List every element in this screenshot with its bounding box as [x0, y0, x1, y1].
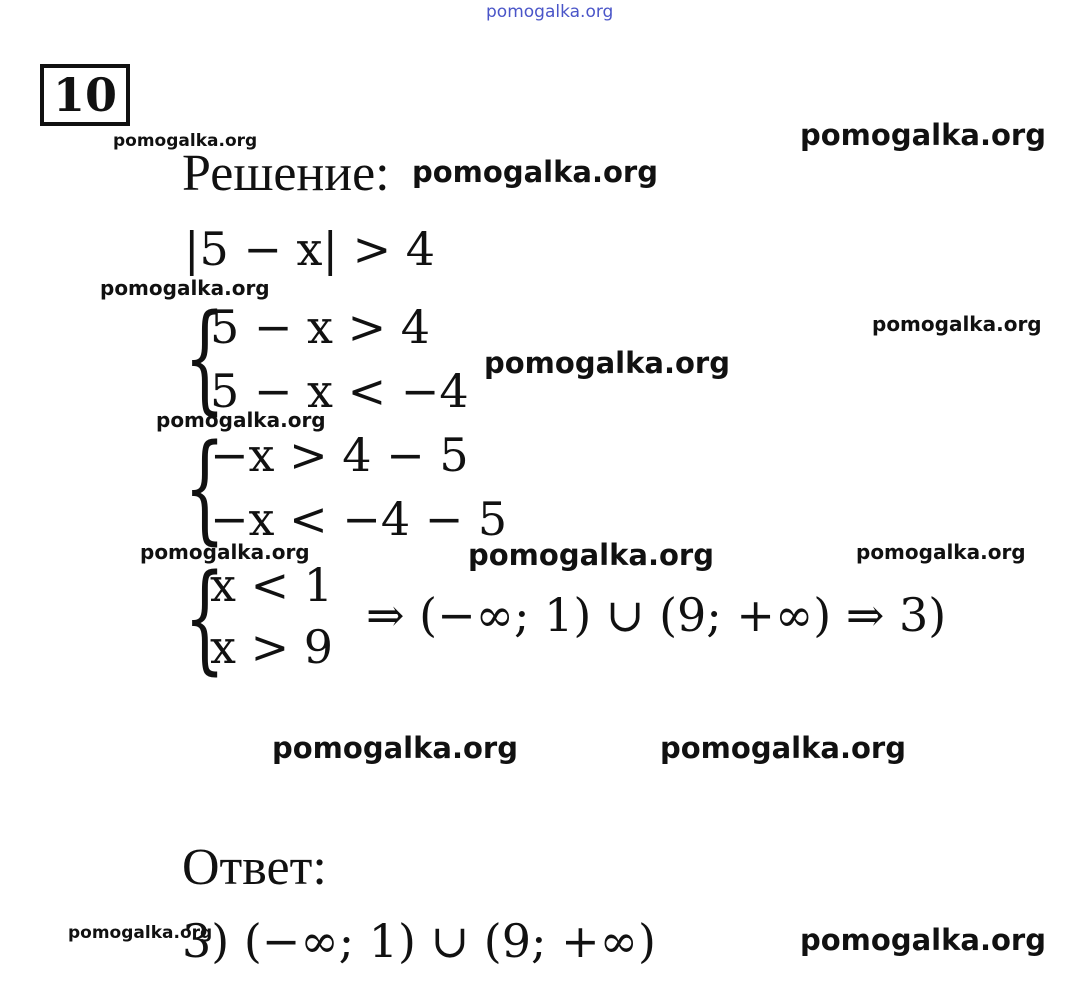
task-number-box	[40, 64, 130, 126]
math-system1-line-b: 5 − x < −4	[210, 364, 469, 418]
watermark: pomogalka.org	[156, 408, 326, 432]
solution-heading: Решение:	[182, 145, 390, 202]
math-system2-line-b: −x < −4 − 5	[210, 492, 508, 546]
watermark: pomogalka.org	[800, 118, 1046, 152]
watermark: pomogalka.org	[412, 155, 658, 189]
system-brace-1: {	[184, 288, 226, 426]
math-answer: 3) (−∞; 1) ∪ (9; +∞)	[182, 914, 656, 968]
watermark: pomogalka.org	[468, 538, 714, 572]
math-system1-line-a: 5 − x > 4	[210, 300, 431, 354]
watermark: pomogalka.org	[856, 540, 1026, 564]
watermark: pomogalka.org	[113, 131, 258, 151]
watermark: pomogalka.org	[484, 346, 730, 380]
system-brace-2: {	[184, 418, 226, 556]
watermark-top[interactable]: pomogalka.org	[486, 2, 614, 22]
math-system3-line-a: x < 1	[210, 558, 333, 612]
math-result: ⇒ (−∞; 1) ∪ (9; +∞) ⇒ 3)	[366, 588, 947, 642]
answer-heading: Ответ:	[182, 839, 327, 896]
math-line-abs-inequality: |5 − x| > 4	[184, 222, 436, 276]
math-system2-line-a: −x > 4 − 5	[210, 428, 469, 482]
watermark: pomogalka.org	[272, 731, 518, 765]
watermark: pomogalka.org	[800, 923, 1046, 957]
system-brace-3: {	[184, 548, 226, 686]
math-system3-line-b: x > 9	[210, 620, 333, 674]
watermark: pomogalka.org	[872, 312, 1042, 336]
task-number: 10	[52, 68, 117, 122]
watermark: pomogalka.org	[100, 276, 270, 300]
watermark: pomogalka.org	[68, 923, 213, 943]
watermark: pomogalka.org	[140, 540, 310, 564]
watermark: pomogalka.org	[660, 731, 906, 765]
